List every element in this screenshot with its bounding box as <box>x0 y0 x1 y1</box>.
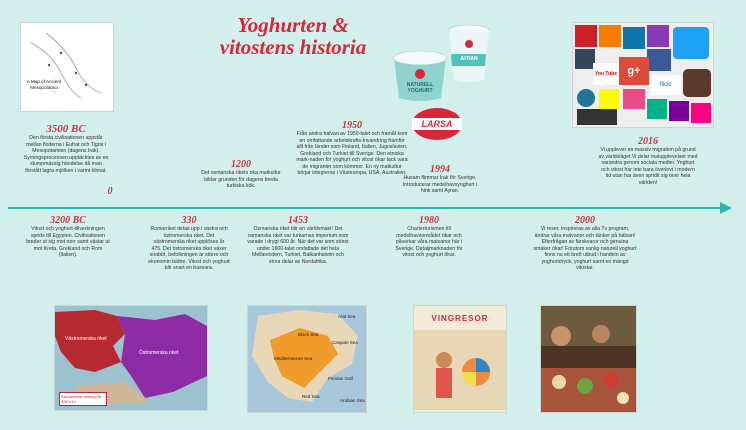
map-label-caspian: Caspian Sea <box>332 340 358 345</box>
event-text: Vi upplever en massiv migration på grund av världsläget.Vi delar matupplevelser med varandra genom sociala medier. Yoghurt och vitost har inte bara överlevt i modern tid utan har även spridit sig över hela världen! <box>598 147 698 186</box>
map-label-aral: Aral Sea <box>338 314 356 319</box>
social-tile-youtube <box>593 63 619 85</box>
title-line-2: vitostens historia <box>219 35 367 59</box>
event-text: Osmanska riket blir en världsmakt! Det osmanska riket var turkarnas imperium som varade i drygt 600 år. När det var som störst under 1600-talet omfattade det hela Mellanöstern, Turkiet, Balkanhalvön och stora delar av Nordafrika. <box>247 226 349 265</box>
ayran-cup <box>448 24 490 84</box>
event-year: 330 <box>181 215 197 226</box>
title-line-1: Yoghurten & <box>237 13 349 37</box>
timeline-arrow-icon <box>720 202 732 214</box>
event-year: 3200 BC <box>50 215 86 226</box>
social-tile-instagram <box>647 25 669 47</box>
event-year: 1453 <box>288 215 308 226</box>
event-year: 1980 <box>419 215 439 226</box>
vingresor-text: VINGRESOR <box>431 314 489 323</box>
event-3200bc <box>24 215 112 259</box>
event-year: 1200 <box>231 159 251 170</box>
social-media-collage <box>572 22 714 128</box>
food-photo <box>540 305 637 413</box>
event-text: Vitost och yoghurt-tillverkningen sprids till Egypten. Civilisationen breder ut sig mot norr samt västar ut mot Kreta, Grekland och Rom (Italien). <box>26 226 110 258</box>
yoghurt-brand: NATURELL YOGHURT <box>406 82 434 94</box>
event-2000 <box>533 215 637 272</box>
rome-east-label: Östromerska riket <box>139 350 179 356</box>
ayran-brand: AYRAN <box>460 56 478 62</box>
event-year: 0 <box>107 186 113 197</box>
event-year: 2000 <box>575 215 595 226</box>
youtube-text: You Tube <box>594 71 618 77</box>
event-text: Husam flimmar Irak för Sverige. Introducerar medelhavsyoghurt i hink samt Ayran. <box>402 175 478 194</box>
timeline-axis <box>8 207 724 209</box>
social-tile-pinterest <box>575 25 597 47</box>
social-tile-misc-4 <box>577 109 617 125</box>
social-tile-twitter <box>673 27 709 59</box>
event-text: Vi reser, inspireras av alla Tv program, ändrar våra matvanor och tänker på hälsan! Efterfrågan av färskvaror och genuina smaker ökar! Förutom vanlig naturell yoghurt finns nu ett brett utbud i handeln av yoghurtdryck, yoghurt samt en mängd vitostar. <box>533 226 637 271</box>
event-text: Från andra halvan av 1950-talet och framåt kom en omfattande arbetskrafts-invandring framför allt från länder som Finland, Italien, Jugoslavien, Grekland och Turkiet till Sverige. Den etniska mark-naden för yoghurt och vitost ökar tack vara de migranter som kommer. En ny matkultur börjar integreras i Västeuropa, USA, Australien. <box>296 131 408 176</box>
event-text: Charterturismen till medelhavsområdet ökar och påverkar våra matvanor här i Sverige. Detaljmarknaden för vitost och yoghurt ökar. <box>395 226 463 258</box>
mesopotamia-label: A Map of Ancient Mesopotamia <box>26 79 62 90</box>
ottoman-empire-map <box>247 305 367 413</box>
social-tile-vine <box>647 99 667 119</box>
vingresor-ad <box>413 305 507 413</box>
event-1453 <box>246 215 350 265</box>
social-tile-facebook <box>647 49 671 71</box>
social-tile-camera <box>683 69 711 97</box>
larsa-text: LARSA <box>412 118 462 130</box>
social-tile-misc-2 <box>669 101 689 121</box>
event-330 <box>148 215 230 272</box>
event-0 <box>95 186 125 197</box>
roman-empire-map <box>54 305 208 411</box>
map-label-red-sea: Red Sea <box>302 394 320 399</box>
larsa-logo <box>412 108 462 140</box>
flickr-text: flickr <box>659 82 673 88</box>
event-text: Romarriket delas upp i västra och östromerska riket. Det västromerska riket upplöses år 475. Det östromerska riket växer snabbt, befolkningen är större och ekonomin bättre. Vitost och yoghurt blir snart en basvara. <box>148 226 230 271</box>
rome-caption: Romarrikets delning år 395 e.Kr <box>59 392 107 406</box>
event-1994 <box>398 164 482 195</box>
social-tile-blogger <box>599 25 621 47</box>
mesopotamia-map <box>20 22 114 112</box>
event-year: 1950 <box>342 120 362 131</box>
social-tile-misc-1 <box>623 89 645 109</box>
map-label-mediterranean: Mediterranean Sea <box>274 356 313 361</box>
event-2016 <box>598 136 698 186</box>
mesopotamia-map-drawing <box>21 23 113 111</box>
event-year: 3500 BC <box>46 123 86 135</box>
event-year: 1994 <box>430 164 450 175</box>
social-tile-linkedin <box>623 27 645 49</box>
rome-west-label: Västromerska riket <box>65 336 107 342</box>
social-tile-misc-3 <box>691 103 711 123</box>
social-tile-googleplus <box>619 57 649 85</box>
googleplus-text: g+ <box>627 65 641 77</box>
social-tile-snapchat <box>599 89 619 109</box>
event-year: 2016 <box>638 136 658 147</box>
social-tile-wordpress <box>577 89 595 107</box>
event-1950 <box>296 120 408 177</box>
map-label-persian-gulf: Persian Gulf <box>328 376 353 381</box>
social-tile-tumblr <box>575 49 595 69</box>
map-label-black-sea: Black Sea <box>298 332 319 337</box>
social-tile-flickr <box>651 75 681 95</box>
event-1200 <box>196 159 286 190</box>
event-text: Den första civilisationen uppstår mellan floderna i Eufrat och Tigris i Mesopotamien (dagens Irak). Syrningsprocessen upptäcktes av en slumpmässig händelse då man förstått lagra mjölken i varmt klimat. <box>23 135 109 174</box>
event-3500bc <box>22 124 110 174</box>
map-label-arabian-sea: Arabian Sea <box>340 398 365 403</box>
yoghurt-cup <box>392 50 448 102</box>
page-title <box>208 14 378 58</box>
event-text: Det osmanska rikets rika matkultur bildar grunden för dagens breda turkiska kök. <box>201 170 281 189</box>
event-1980 <box>392 215 466 259</box>
